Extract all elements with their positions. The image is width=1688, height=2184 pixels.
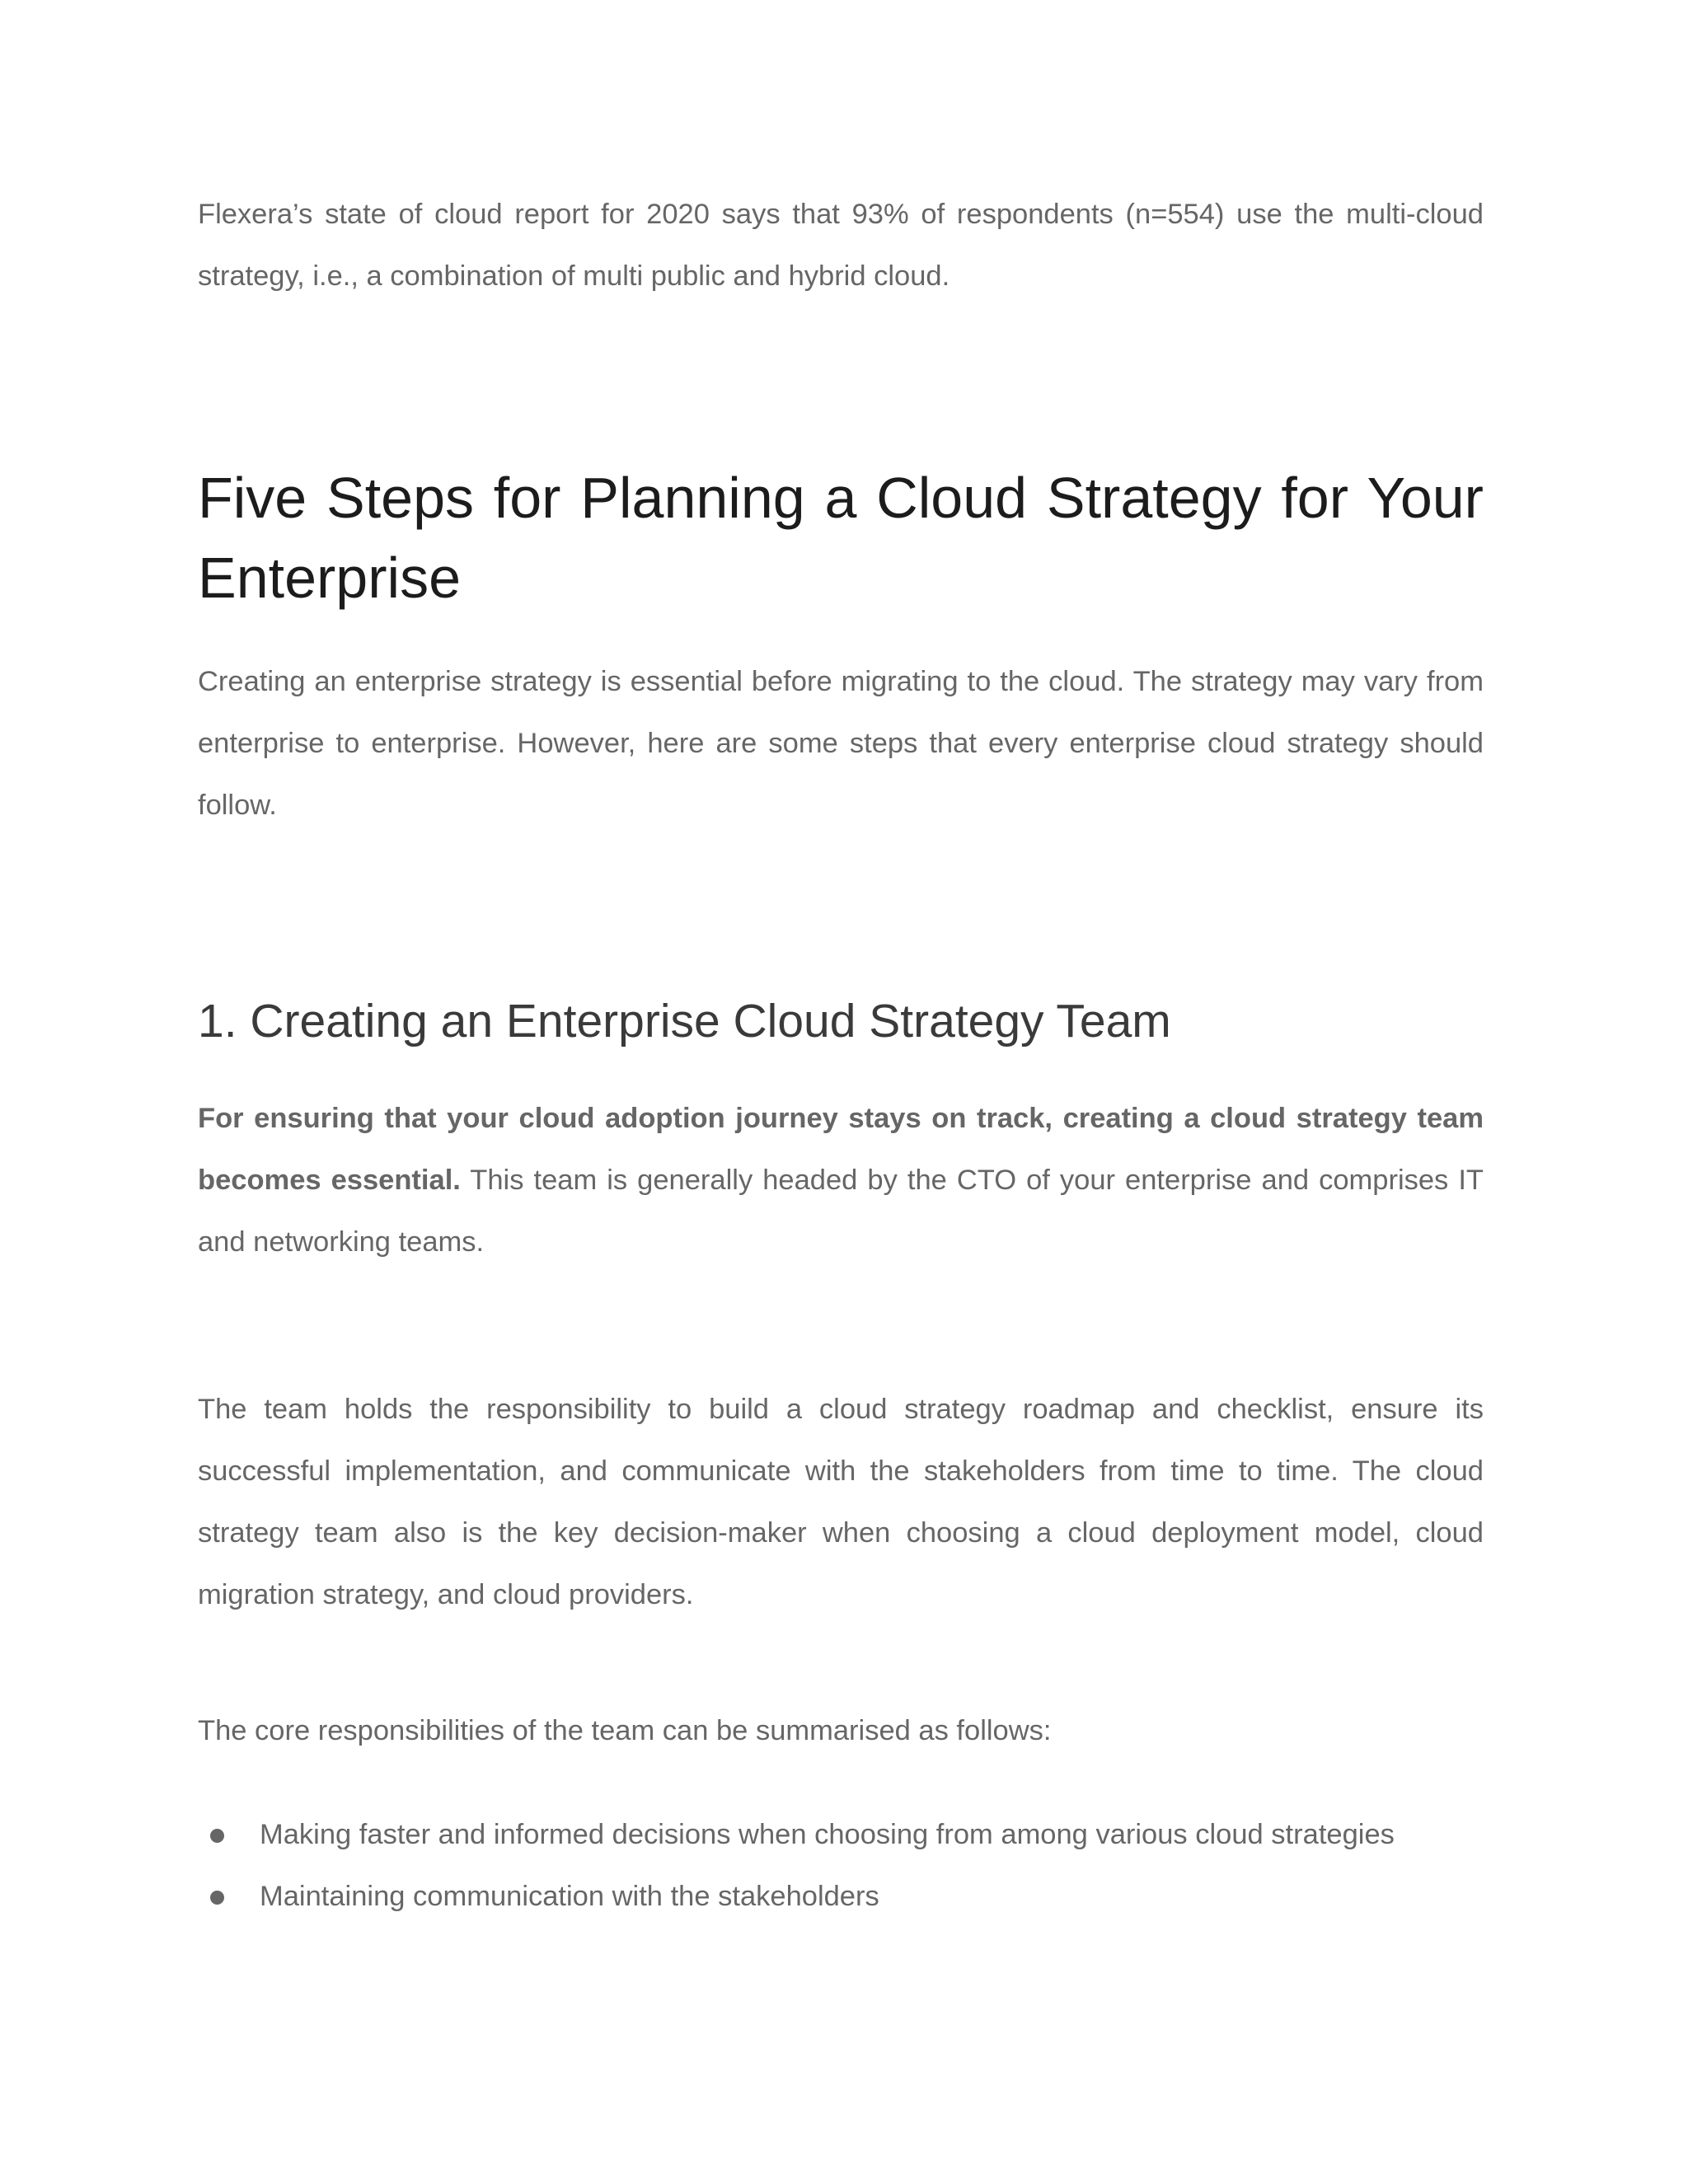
list-item [198,1866,1484,1928]
list-item-text: Maintaining communication with the stakeholders [260,1881,879,1912]
section-1-paragraph-2: The team holds the responsibility to build a cloud strategy roadmap and checklist, ensure its successful implementation, and communicate with the stakeholders from time to time. The cloud strategy team also is the key decision-maker when choosing a cloud deployment model, cloud migration strategy, and cloud providers. [198,1394,1484,1610]
responsibilities-list [198,1804,1484,1928]
list-item [198,1804,1484,1866]
section-1-heading: 1. Creating an Enterprise Cloud Strategy Team [198,995,1171,1047]
main-heading: Five Steps for Planning a Cloud Strategy for Your Enterprise [198,466,1484,610]
main-intro-paragraph: Creating an enterprise strategy is essential before migrating to the cloud. The strategy may vary from enterprise to enterprise. However, here are some steps that every enterprise cloud strategy should follow. [198,666,1484,821]
list-item-text: Making faster and informed decisions when choosing from among various cloud strategies [260,1819,1395,1850]
section-1-paragraph-1 [198,1088,1484,1273]
section-1-paragraph-3: The core responsibilities of the team can be summarised as follows: [198,1715,1052,1746]
section-1-paragraph-1-rest: This team is generally headed by the CTO of your enterprise and comprises IT and networking teams. [198,1165,1484,1258]
intro-paragraph: Flexera’s state of cloud report for 2020 says that 93% of respondents (n=554) use the multi-cloud strategy, i.e., a combination of multi public and hybrid cloud. [198,199,1484,292]
section-1-bold-lead: For ensuring that your cloud adoption journey stays on track, creating a cloud strategy team becomes essential. [198,1103,1484,1196]
bullet-dot-icon [210,1829,224,1843]
bullet-dot-icon [210,1891,224,1905]
